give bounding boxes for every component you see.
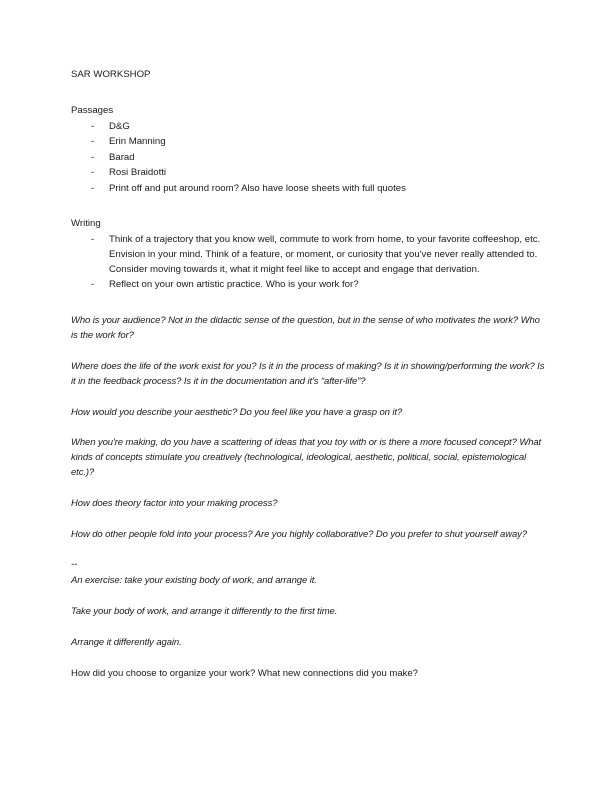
question-paragraph: Who is your audience? Not in the didactic sense of the question, but in the sense of who motivates the work? Who is the work for? xyxy=(71,314,540,341)
list-item xyxy=(71,182,546,197)
dash-marker: - xyxy=(91,167,95,179)
question-paragraph: How does theory factor into your making process? xyxy=(71,498,278,510)
section-heading-passages: Passages xyxy=(71,104,114,116)
page-title: SAR WORKSHOP xyxy=(71,69,151,80)
list-item xyxy=(71,233,546,278)
dash-marker: - xyxy=(91,151,95,163)
list-item-label: D&G xyxy=(109,120,130,132)
list-item-label: Reflect on your own artistic practice. Who is your work for? xyxy=(109,279,359,291)
list-item xyxy=(71,120,546,135)
section-writing xyxy=(71,217,546,293)
list-item xyxy=(71,151,546,166)
question-paragraph: How would you describe your aesthetic? Do you feel like you have a grasp on it? xyxy=(71,406,403,418)
questions-block xyxy=(71,314,546,543)
question-paragraph: When you're making, do you have a scattering of ideas that you toy with or is there a more focused concept? What kinds of concepts stimulate you creatively (technological, ideological, aesthetic, political, social, epistemological etc.)? xyxy=(71,437,542,479)
list-item xyxy=(71,135,546,150)
dash-marker: - xyxy=(91,182,95,194)
exercise-paragraph: An exercise: take your existing body of work, and arrange it. xyxy=(71,575,317,587)
closing-paragraph: How did you choose to organize your work? What new connections did you make? xyxy=(71,668,418,680)
question-paragraph: Where does the life of the work exist for you? Is it in the process of making? Is it in showing/performing the work? Is it in the feedback process? Is it in the documentation and it's “after-life”? xyxy=(71,360,545,387)
list-item xyxy=(71,166,546,181)
spacer xyxy=(71,294,546,314)
spacer xyxy=(71,197,546,217)
passages-list xyxy=(71,120,546,197)
separator: -- xyxy=(71,559,78,570)
exercise-paragraph: Arrange it differently again. xyxy=(71,637,182,649)
dash-marker: - xyxy=(91,279,95,291)
list-item-label: Barad xyxy=(109,151,135,163)
list-item-label: Print off and put around room? Also have loose sheets with full quotes xyxy=(109,182,406,194)
question-paragraph: How do other people fold into your process? Are you highly collaborative? Do you prefer to shut yourself away? xyxy=(71,529,527,541)
writing-list xyxy=(71,233,546,293)
list-item-label: Erin Manning xyxy=(109,136,166,148)
list-item-label: Think of a trajectory that you know well, commute to work from home, to your favorite coffeeshop, etc. Envision in your mind. Think of a feature, or moment, or curiosity that you've never really attended to. Consider moving towards it, what it might feel like to accept and engage that derivation. xyxy=(109,234,541,276)
dash-marker: - xyxy=(91,120,95,132)
exercise-block xyxy=(71,574,546,651)
dash-marker: - xyxy=(91,234,95,246)
exercise-paragraph: Take your body of work, and arrange it differently to the first time. xyxy=(71,606,338,618)
dash-marker: - xyxy=(91,136,95,148)
list-item xyxy=(71,278,546,293)
section-passages xyxy=(71,104,546,197)
list-item-label: Rosi Braidotti xyxy=(109,167,167,179)
section-heading-writing: Writing xyxy=(71,218,101,230)
document-content xyxy=(71,68,546,698)
